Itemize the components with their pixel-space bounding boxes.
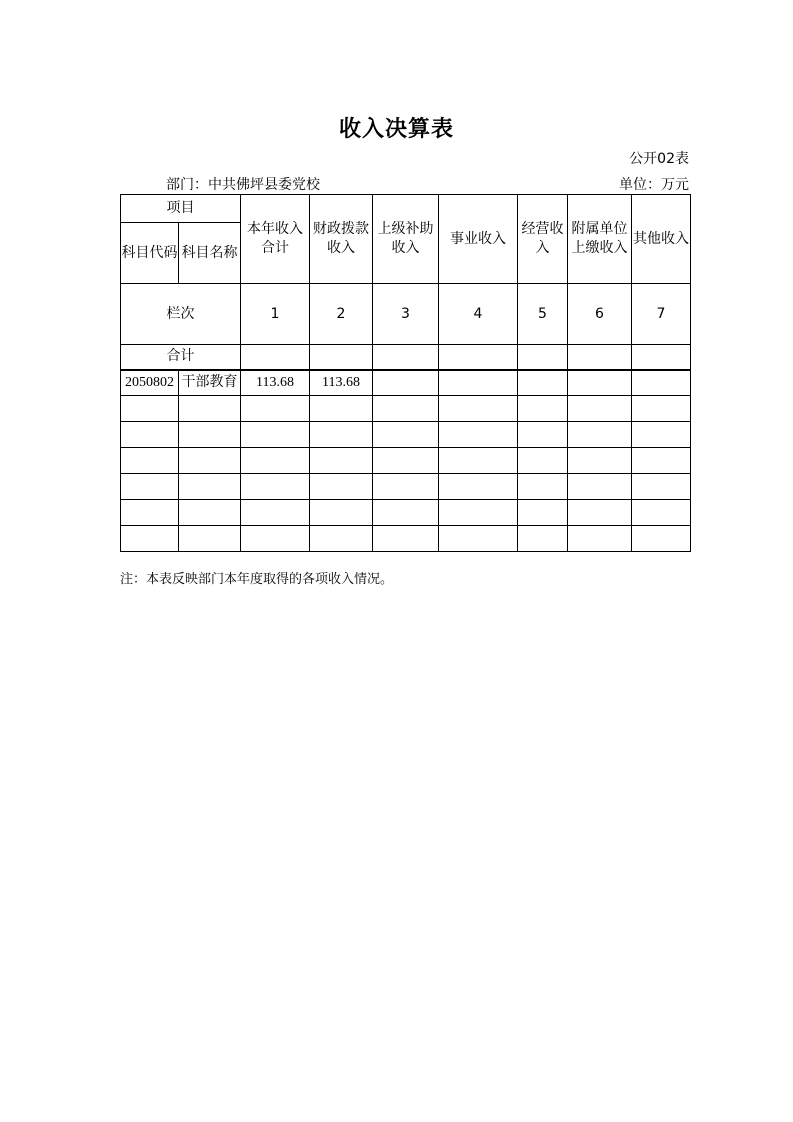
empty-cell xyxy=(568,448,632,474)
department-label: 部门：中共佛坪县委党校 xyxy=(166,177,320,193)
empty-cell xyxy=(241,396,310,422)
empty-row xyxy=(121,396,691,422)
column-number-4: 4 xyxy=(439,284,518,345)
empty-cell xyxy=(179,500,241,526)
empty-cell xyxy=(373,526,439,552)
empty-cell xyxy=(439,500,518,526)
total-cell xyxy=(373,345,439,370)
empty-cell xyxy=(518,474,568,500)
empty-cell xyxy=(632,396,691,422)
row-cell xyxy=(373,370,439,396)
total-cell xyxy=(568,345,632,370)
empty-cell xyxy=(373,500,439,526)
empty-cell xyxy=(568,422,632,448)
total-cell xyxy=(518,345,568,370)
empty-cell xyxy=(310,526,373,552)
row-name: 干部教育 xyxy=(179,370,241,396)
empty-cell xyxy=(518,500,568,526)
empty-row xyxy=(121,448,691,474)
column-number-row xyxy=(121,284,691,345)
row-cell xyxy=(568,370,632,396)
empty-cell xyxy=(241,474,310,500)
header-name: 科目名称 xyxy=(179,223,241,284)
header-row-1 xyxy=(121,195,691,223)
empty-cell xyxy=(568,474,632,500)
empty-cell xyxy=(179,474,241,500)
header-project: 项目 xyxy=(121,195,241,223)
empty-cell xyxy=(310,396,373,422)
column-number-3: 3 xyxy=(373,284,439,345)
empty-cell xyxy=(373,448,439,474)
column-number-5: 5 xyxy=(518,284,568,345)
empty-cell xyxy=(568,500,632,526)
empty-cell xyxy=(439,526,518,552)
table-row xyxy=(121,370,691,396)
column-number-6: 6 xyxy=(568,284,632,345)
empty-cell xyxy=(518,396,568,422)
unit-label: 单位：万元 xyxy=(619,177,689,193)
header-superior: 上级补助收入 xyxy=(373,195,439,284)
total-row xyxy=(121,345,691,370)
empty-cell xyxy=(179,422,241,448)
row-cell xyxy=(518,370,568,396)
header-total-income: 本年收入合计 xyxy=(241,195,310,284)
total-cell xyxy=(310,345,373,370)
empty-cell xyxy=(310,448,373,474)
empty-cell xyxy=(568,526,632,552)
empty-cell xyxy=(632,422,691,448)
empty-cell xyxy=(632,448,691,474)
empty-cell xyxy=(121,474,179,500)
empty-cell xyxy=(439,474,518,500)
empty-cell xyxy=(518,422,568,448)
header-code: 科目代码 xyxy=(121,223,179,284)
empty-cell xyxy=(179,448,241,474)
footnote: 注：本表反映部门本年度取得的各项收入情况。 xyxy=(120,572,394,587)
empty-cell xyxy=(632,500,691,526)
empty-cell xyxy=(179,396,241,422)
column-number-2: 2 xyxy=(310,284,373,345)
empty-row xyxy=(121,526,691,552)
empty-cell xyxy=(439,422,518,448)
header-operating: 经营收入 xyxy=(518,195,568,284)
header-fiscal: 财政拨款收入 xyxy=(310,195,373,284)
row-cell xyxy=(632,370,691,396)
empty-cell xyxy=(121,396,179,422)
empty-cell xyxy=(121,500,179,526)
empty-cell xyxy=(518,448,568,474)
form-number: 公开02表 xyxy=(629,151,689,167)
column-number-7: 7 xyxy=(632,284,691,345)
empty-cell xyxy=(241,500,310,526)
empty-cell xyxy=(373,422,439,448)
empty-cell xyxy=(241,422,310,448)
row-code: 2050802 xyxy=(121,370,179,396)
header-affiliated: 附属单位上缴收入 xyxy=(568,195,632,284)
empty-row xyxy=(121,422,691,448)
row-total-income: 113.68 xyxy=(241,370,310,396)
total-cell xyxy=(439,345,518,370)
empty-cell xyxy=(121,422,179,448)
total-cell xyxy=(241,345,310,370)
header-business: 事业收入 xyxy=(439,195,518,284)
empty-cell xyxy=(121,448,179,474)
empty-cell xyxy=(373,474,439,500)
empty-cell xyxy=(632,526,691,552)
empty-cell xyxy=(373,396,439,422)
row-cell xyxy=(439,370,518,396)
total-cell xyxy=(632,345,691,370)
empty-cell xyxy=(241,448,310,474)
empty-cell xyxy=(439,448,518,474)
empty-cell xyxy=(439,396,518,422)
empty-cell xyxy=(310,422,373,448)
empty-cell xyxy=(310,500,373,526)
total-label: 合计 xyxy=(121,345,241,370)
empty-cell xyxy=(310,474,373,500)
income-table xyxy=(120,194,691,552)
header-other: 其他收入 xyxy=(632,195,691,284)
empty-cell xyxy=(518,526,568,552)
empty-cell xyxy=(121,526,179,552)
page-title: 收入决算表 xyxy=(338,117,454,142)
empty-cell xyxy=(568,396,632,422)
empty-cell xyxy=(632,474,691,500)
column-number-label: 栏次 xyxy=(121,284,241,345)
empty-cell xyxy=(241,526,310,552)
row-fiscal: 113.68 xyxy=(310,370,373,396)
empty-row xyxy=(121,474,691,500)
empty-cell xyxy=(179,526,241,552)
column-number-1: 1 xyxy=(241,284,310,345)
empty-row xyxy=(121,500,691,526)
